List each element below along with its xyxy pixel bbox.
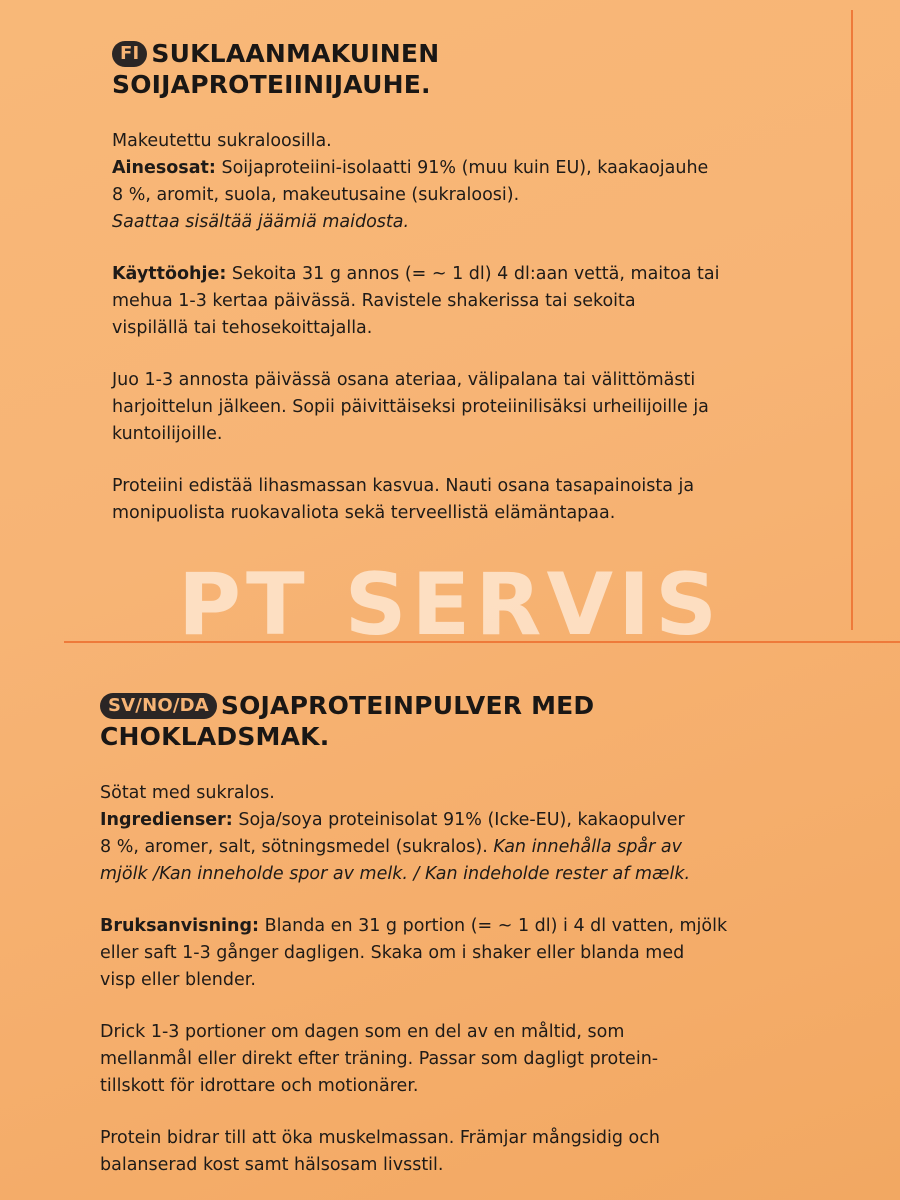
fi-usage-line1: Sekoita 31 g annos (= ~ 1 dl) 4 dl:aan vettä, maitoa tai — [231, 264, 720, 284]
fi-ingredients-block — [112, 128, 812, 236]
fi-ingredients-line1-wrap — [112, 155, 812, 182]
sv-usage-block — [100, 913, 820, 994]
fi-ingredients-line2: 8 %, aromit, suola, makeutusaine (sukraloosi). — [112, 185, 520, 205]
sv-ingredients-line1-wrap — [100, 807, 820, 834]
sv-ingredients-line2-wrap — [100, 834, 820, 861]
swedish-norwegian-danish-section — [100, 690, 820, 1179]
fi-usage-line1-wrap — [112, 261, 812, 288]
sv-ingredients-label: Ingredienser: — [100, 810, 233, 830]
sv-claim-block — [100, 1125, 820, 1179]
sv-sweetened: Sötat med sukralos. — [100, 783, 275, 803]
sv-title-line2: CHOKLADSMAK. — [100, 722, 330, 751]
vertical-fold-line — [851, 10, 853, 630]
sv-ingredients-line2: 8 %, aromer, salt, sötningsmedel (sukralos). — [100, 837, 488, 857]
sv-dose-block — [100, 1019, 820, 1100]
sv-usage-line3: visp eller blender. — [100, 970, 256, 990]
sv-ingredients-line1: Soja/soya proteinisolat 91% (Icke-EU), kakaopulver — [238, 810, 685, 830]
fi-claim-block — [112, 473, 812, 527]
fi-sweetened: Makeutettu sukraloosilla. — [112, 131, 332, 151]
sv-allergen-line2: mjölk /Kan inneholde spor av melk. / Kan indeholde rester af mælk. — [100, 864, 691, 884]
sv-usage-label: Bruksanvisning: — [100, 916, 260, 936]
sv-dose-line3: tillskott för idrottare och motionärer. — [100, 1076, 419, 1096]
fi-ingredients-line1: Soijaproteiini-isolaatti 91% (muu kuin EU), kaakaojauhe — [221, 158, 709, 178]
language-badge-sv-no-da: SV/NO/DA — [100, 693, 217, 719]
fi-claim-line2: monipuolista ruokavaliota sekä terveellistä elämäntapaa. — [112, 503, 616, 523]
sv-dose-line1: Drick 1-3 portioner om dagen som en del av en måltid, som — [100, 1022, 625, 1042]
fi-title-line1: SUKLAANMAKUINEN — [151, 39, 440, 68]
sv-claim-line2: balanserad kost samt hälsosam livsstil. — [100, 1155, 444, 1175]
fi-dose-line3: kuntoilijoille. — [112, 424, 223, 444]
sv-usage-line1-wrap — [100, 913, 820, 940]
sv-usage-line2: eller saft 1-3 gånger dagligen. Skaka om i shaker eller blanda med — [100, 943, 685, 963]
fi-title-line2: SOIJAPROTEIINIJAUHE. — [112, 70, 431, 99]
fi-claim-line1: Proteiini edistää lihasmassan kasvua. Nauti osana tasapainoista ja — [112, 476, 695, 496]
sv-heading — [100, 690, 820, 752]
fi-dose-block — [112, 367, 812, 448]
fi-dose-line2: harjoittelun jälkeen. Sopii päivittäiseksi proteiinilisäksi urheilijoille ja — [112, 397, 709, 417]
language-badge-fi: FI — [112, 41, 147, 67]
fi-usage-label: Käyttöohje: — [112, 264, 227, 284]
sv-allergen-part1: Kan innehålla spår av — [493, 837, 682, 857]
sv-title-line1: SOJAPROTEINPULVER MED — [220, 691, 595, 720]
watermark-text: PT SERVIS — [177, 555, 723, 655]
fi-allergen: Saattaa sisältää jäämiä maidosta. — [112, 212, 410, 232]
fi-usage-line3: vispilällä tai tehosekoittajalla. — [112, 318, 373, 338]
finnish-heading — [112, 38, 812, 100]
sv-usage-line1: Blanda en 31 g portion (= ~ 1 dl) i 4 dl vatten, mjölk — [264, 916, 728, 936]
fi-usage-block — [112, 261, 812, 342]
sv-ingredients-block — [100, 780, 820, 888]
sv-claim-line1: Protein bidrar till att öka muskelmassan. Främjar mångsidig och — [100, 1128, 660, 1148]
fi-usage-line2: mehua 1-3 kertaa päivässä. Ravistele shakerissa tai sekoita — [112, 291, 636, 311]
fi-dose-line1: Juo 1-3 annosta päivässä osana ateriaa, välipalana tai välittömästi — [112, 370, 696, 390]
sv-dose-line2: mellanmål eller direkt efter träning. Passar som dagligt protein- — [100, 1049, 659, 1069]
finnish-section — [112, 38, 812, 527]
fi-ingredients-label: Ainesosat: — [112, 158, 216, 178]
